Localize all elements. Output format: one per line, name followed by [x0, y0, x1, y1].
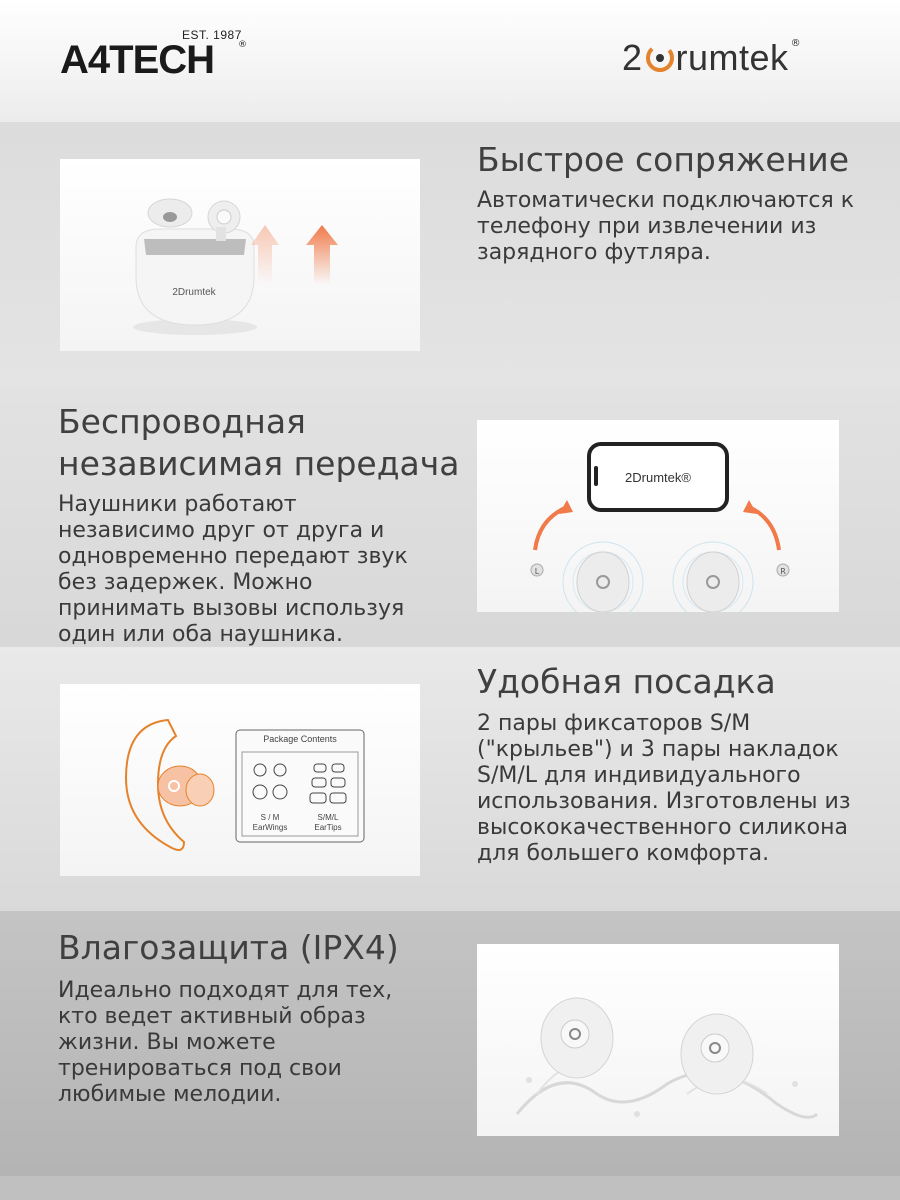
a4tech-registered-mark: ® — [238, 40, 247, 50]
brand-prefix: 2 — [622, 37, 643, 78]
left-earbud-label: L — [534, 567, 540, 576]
page-header — [0, 0, 900, 122]
section-description: Идеально подходят для тех, кто ведет активный образ жизни. Вы можете тренироваться под свои любимые мелодии. — [58, 978, 393, 1107]
section-title: Удобная посадка — [477, 662, 776, 701]
section-water-protection — [0, 911, 900, 1176]
section-title-line1: Беспроводная — [58, 402, 306, 441]
case-brand-label: 2Drumtek — [172, 287, 216, 298]
phone-brand-label: 2Drumtek® — [625, 470, 691, 485]
section-title: Быстрое сопряжение — [477, 140, 850, 179]
earwings-label: EarWings — [252, 823, 288, 832]
right-earbud-label: R — [780, 567, 786, 576]
eartips-size: S/M/L — [317, 813, 339, 822]
section-wireless-transfer — [0, 387, 900, 647]
brand-registered-mark: ® — [790, 38, 801, 49]
a4tech-est-label: EST. 1987 — [182, 28, 242, 42]
section-title: Влагозащита (IPX4) — [58, 928, 399, 967]
brand-suffix: rumtek — [675, 37, 789, 78]
water-splash-image — [477, 944, 839, 1136]
section-fast-pairing — [0, 122, 900, 387]
eartips-label: EarTips — [314, 823, 342, 832]
earwings-size: S / M — [260, 813, 280, 822]
package-contents-title: Package Contents — [263, 734, 337, 744]
earbuds-phone-image — [477, 420, 839, 612]
package-contents-image — [60, 684, 420, 876]
charging-case-image — [60, 159, 420, 351]
page-footer — [0, 1176, 900, 1200]
section-description: Наушники работают независимо друг от друга и одновременно передают звук без задержек. Можно принимать вызовы используя один или оба наушника. — [58, 492, 408, 647]
section-title-line2: независимая передача — [58, 444, 460, 483]
section-description: 2 пары фиксаторов S/M ("крыльев") и 3 пары накладок S/M/L для индивидуального использования. Изготовлены из высококачественного силикона для большего комфорта. — [477, 711, 851, 866]
section-description: Автоматически подключаются к телефону при извлечении из зарядного футляра. — [477, 188, 855, 265]
a4tech-logo — [60, 28, 250, 84]
2drumtek-logo — [622, 36, 801, 80]
a4tech-wordmark: A4TECH — [60, 38, 215, 82]
section-comfortable-fit — [0, 647, 900, 911]
drum-mark-icon — [645, 43, 675, 73]
